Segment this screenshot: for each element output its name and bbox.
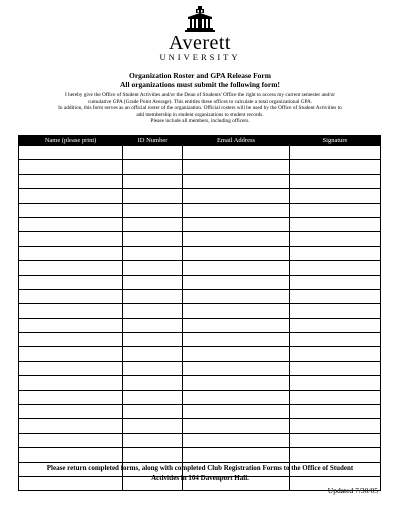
name-cell[interactable] bbox=[19, 405, 123, 419]
column-header-signature: Signature bbox=[290, 136, 381, 146]
name-cell[interactable] bbox=[19, 333, 123, 347]
name-cell[interactable] bbox=[19, 275, 123, 289]
id-cell[interactable] bbox=[123, 347, 183, 361]
signature-cell[interactable] bbox=[290, 390, 381, 404]
form-title: Organization Roster and GPA Release Form bbox=[129, 71, 271, 80]
name-cell[interactable] bbox=[19, 419, 123, 433]
id-cell[interactable] bbox=[123, 390, 183, 404]
statement-line: cumulative GPA (Grade Point Average). This entitles these offices to calculate a total organizational GPA. bbox=[87, 98, 313, 105]
signature-cell[interactable] bbox=[290, 232, 381, 246]
table-row bbox=[19, 318, 381, 332]
column-header-email: Email Address bbox=[183, 136, 290, 146]
statement-line: In addition, this form serves as an official roster of the organization. Official rosters will be used by the Office of Student Activities to bbox=[58, 105, 342, 112]
table-header-row bbox=[19, 136, 381, 146]
id-cell[interactable] bbox=[123, 376, 183, 390]
table-row bbox=[19, 433, 381, 447]
name-cell[interactable] bbox=[19, 189, 123, 203]
table-row bbox=[19, 146, 381, 160]
id-cell[interactable] bbox=[123, 448, 183, 462]
form-subtitle: All organizations must submit the following form! bbox=[120, 80, 280, 89]
signature-cell[interactable] bbox=[290, 160, 381, 174]
signature-cell[interactable] bbox=[290, 203, 381, 217]
email-cell[interactable] bbox=[183, 217, 290, 231]
id-cell[interactable] bbox=[123, 275, 183, 289]
email-cell[interactable] bbox=[183, 405, 290, 419]
form-header bbox=[0, 71, 400, 89]
email-cell[interactable] bbox=[183, 203, 290, 217]
table-row bbox=[19, 261, 381, 275]
signature-cell[interactable] bbox=[290, 361, 381, 375]
id-cell[interactable] bbox=[123, 405, 183, 419]
signature-cell[interactable] bbox=[290, 304, 381, 318]
column-header-name: Name (please print) bbox=[19, 136, 123, 146]
id-cell[interactable] bbox=[123, 217, 183, 231]
table-row bbox=[19, 376, 381, 390]
id-cell[interactable] bbox=[123, 246, 183, 260]
column-header-id: ID Number bbox=[123, 136, 183, 146]
table-row bbox=[19, 448, 381, 462]
return-instructions bbox=[0, 463, 400, 483]
name-cell[interactable] bbox=[19, 246, 123, 260]
table-row bbox=[19, 232, 381, 246]
table-row bbox=[19, 390, 381, 404]
email-cell[interactable] bbox=[183, 289, 290, 303]
table-row bbox=[19, 189, 381, 203]
id-cell[interactable] bbox=[123, 174, 183, 188]
name-cell[interactable] bbox=[19, 160, 123, 174]
logo-subtitle: UNIVERSITY bbox=[159, 52, 241, 62]
table-row bbox=[19, 275, 381, 289]
signature-cell[interactable] bbox=[290, 419, 381, 433]
name-cell[interactable] bbox=[19, 376, 123, 390]
release-statement bbox=[18, 92, 382, 125]
email-cell[interactable] bbox=[183, 189, 290, 203]
email-cell[interactable] bbox=[183, 160, 290, 174]
name-cell[interactable] bbox=[19, 289, 123, 303]
roster-table bbox=[18, 135, 381, 491]
id-cell[interactable] bbox=[123, 189, 183, 203]
email-cell[interactable] bbox=[183, 146, 290, 160]
id-cell[interactable] bbox=[123, 146, 183, 160]
name-cell[interactable] bbox=[19, 217, 123, 231]
return-instructions-line: Please return completed forms, along with completed Club Registration Forms to the Office of Student bbox=[46, 464, 354, 472]
signature-cell[interactable] bbox=[290, 376, 381, 390]
name-cell[interactable] bbox=[19, 304, 123, 318]
name-cell[interactable] bbox=[19, 146, 123, 160]
id-cell[interactable] bbox=[123, 361, 183, 375]
table-row bbox=[19, 304, 381, 318]
table-row bbox=[19, 289, 381, 303]
signature-cell[interactable] bbox=[290, 261, 381, 275]
email-cell[interactable] bbox=[183, 333, 290, 347]
id-cell[interactable] bbox=[123, 160, 183, 174]
name-cell[interactable] bbox=[19, 433, 123, 447]
email-cell[interactable] bbox=[183, 448, 290, 462]
building-icon bbox=[185, 6, 215, 32]
name-cell[interactable] bbox=[19, 174, 123, 188]
email-cell[interactable] bbox=[183, 261, 290, 275]
email-cell[interactable] bbox=[183, 304, 290, 318]
name-cell[interactable] bbox=[19, 232, 123, 246]
signature-cell[interactable] bbox=[290, 246, 381, 260]
id-cell[interactable] bbox=[123, 419, 183, 433]
table-row bbox=[19, 203, 381, 217]
email-cell[interactable] bbox=[183, 347, 290, 361]
email-cell[interactable] bbox=[183, 361, 290, 375]
id-cell[interactable] bbox=[123, 289, 183, 303]
return-instructions-line: Activities in 104 Davenport Hall. bbox=[151, 474, 249, 482]
id-cell[interactable] bbox=[123, 433, 183, 447]
signature-cell[interactable] bbox=[290, 318, 381, 332]
table-row bbox=[19, 217, 381, 231]
name-cell[interactable] bbox=[19, 203, 123, 217]
signature-cell[interactable] bbox=[290, 217, 381, 231]
email-cell[interactable] bbox=[183, 433, 290, 447]
name-cell[interactable] bbox=[19, 448, 123, 462]
email-cell[interactable] bbox=[183, 232, 290, 246]
statement-line: I hereby give the Office of Student Activities and/or the Dean of Students' Office the right to access my current semester and/or bbox=[64, 92, 336, 98]
table-row bbox=[19, 347, 381, 361]
signature-cell[interactable] bbox=[290, 433, 381, 447]
name-cell[interactable] bbox=[19, 261, 123, 275]
name-cell[interactable] bbox=[19, 347, 123, 361]
signature-cell[interactable] bbox=[290, 146, 381, 160]
signature-cell[interactable] bbox=[290, 289, 381, 303]
id-cell[interactable] bbox=[123, 333, 183, 347]
name-cell[interactable] bbox=[19, 318, 123, 332]
signature-cell[interactable] bbox=[290, 448, 381, 462]
table-row bbox=[19, 419, 381, 433]
signature-cell[interactable] bbox=[290, 174, 381, 188]
email-cell[interactable] bbox=[183, 419, 290, 433]
table-row bbox=[19, 333, 381, 347]
table-row bbox=[19, 405, 381, 419]
signature-cell[interactable] bbox=[290, 405, 381, 419]
name-cell[interactable] bbox=[19, 361, 123, 375]
name-cell[interactable] bbox=[19, 390, 123, 404]
statement-line: add membership in student organizations to student records. bbox=[136, 111, 264, 118]
table-row bbox=[19, 174, 381, 188]
signature-cell[interactable] bbox=[290, 347, 381, 361]
updated-date: Updated 7/30/05 bbox=[327, 486, 378, 495]
id-cell[interactable] bbox=[123, 261, 183, 275]
logo-wordmark: Averett bbox=[169, 32, 231, 54]
id-cell[interactable] bbox=[123, 232, 183, 246]
email-cell[interactable] bbox=[183, 275, 290, 289]
university-logo bbox=[0, 6, 400, 62]
email-cell[interactable] bbox=[183, 318, 290, 332]
email-cell[interactable] bbox=[183, 174, 290, 188]
signature-cell[interactable] bbox=[290, 189, 381, 203]
signature-cell[interactable] bbox=[290, 275, 381, 289]
table-row bbox=[19, 361, 381, 375]
table-row bbox=[19, 160, 381, 174]
table-row bbox=[19, 246, 381, 260]
statement-line: Please include all members, including officers. bbox=[150, 118, 250, 125]
email-cell[interactable] bbox=[183, 376, 290, 390]
email-cell[interactable] bbox=[183, 246, 290, 260]
id-cell[interactable] bbox=[123, 304, 183, 318]
id-cell[interactable] bbox=[123, 318, 183, 332]
id-cell[interactable] bbox=[123, 203, 183, 217]
email-cell[interactable] bbox=[183, 390, 290, 404]
signature-cell[interactable] bbox=[290, 333, 381, 347]
